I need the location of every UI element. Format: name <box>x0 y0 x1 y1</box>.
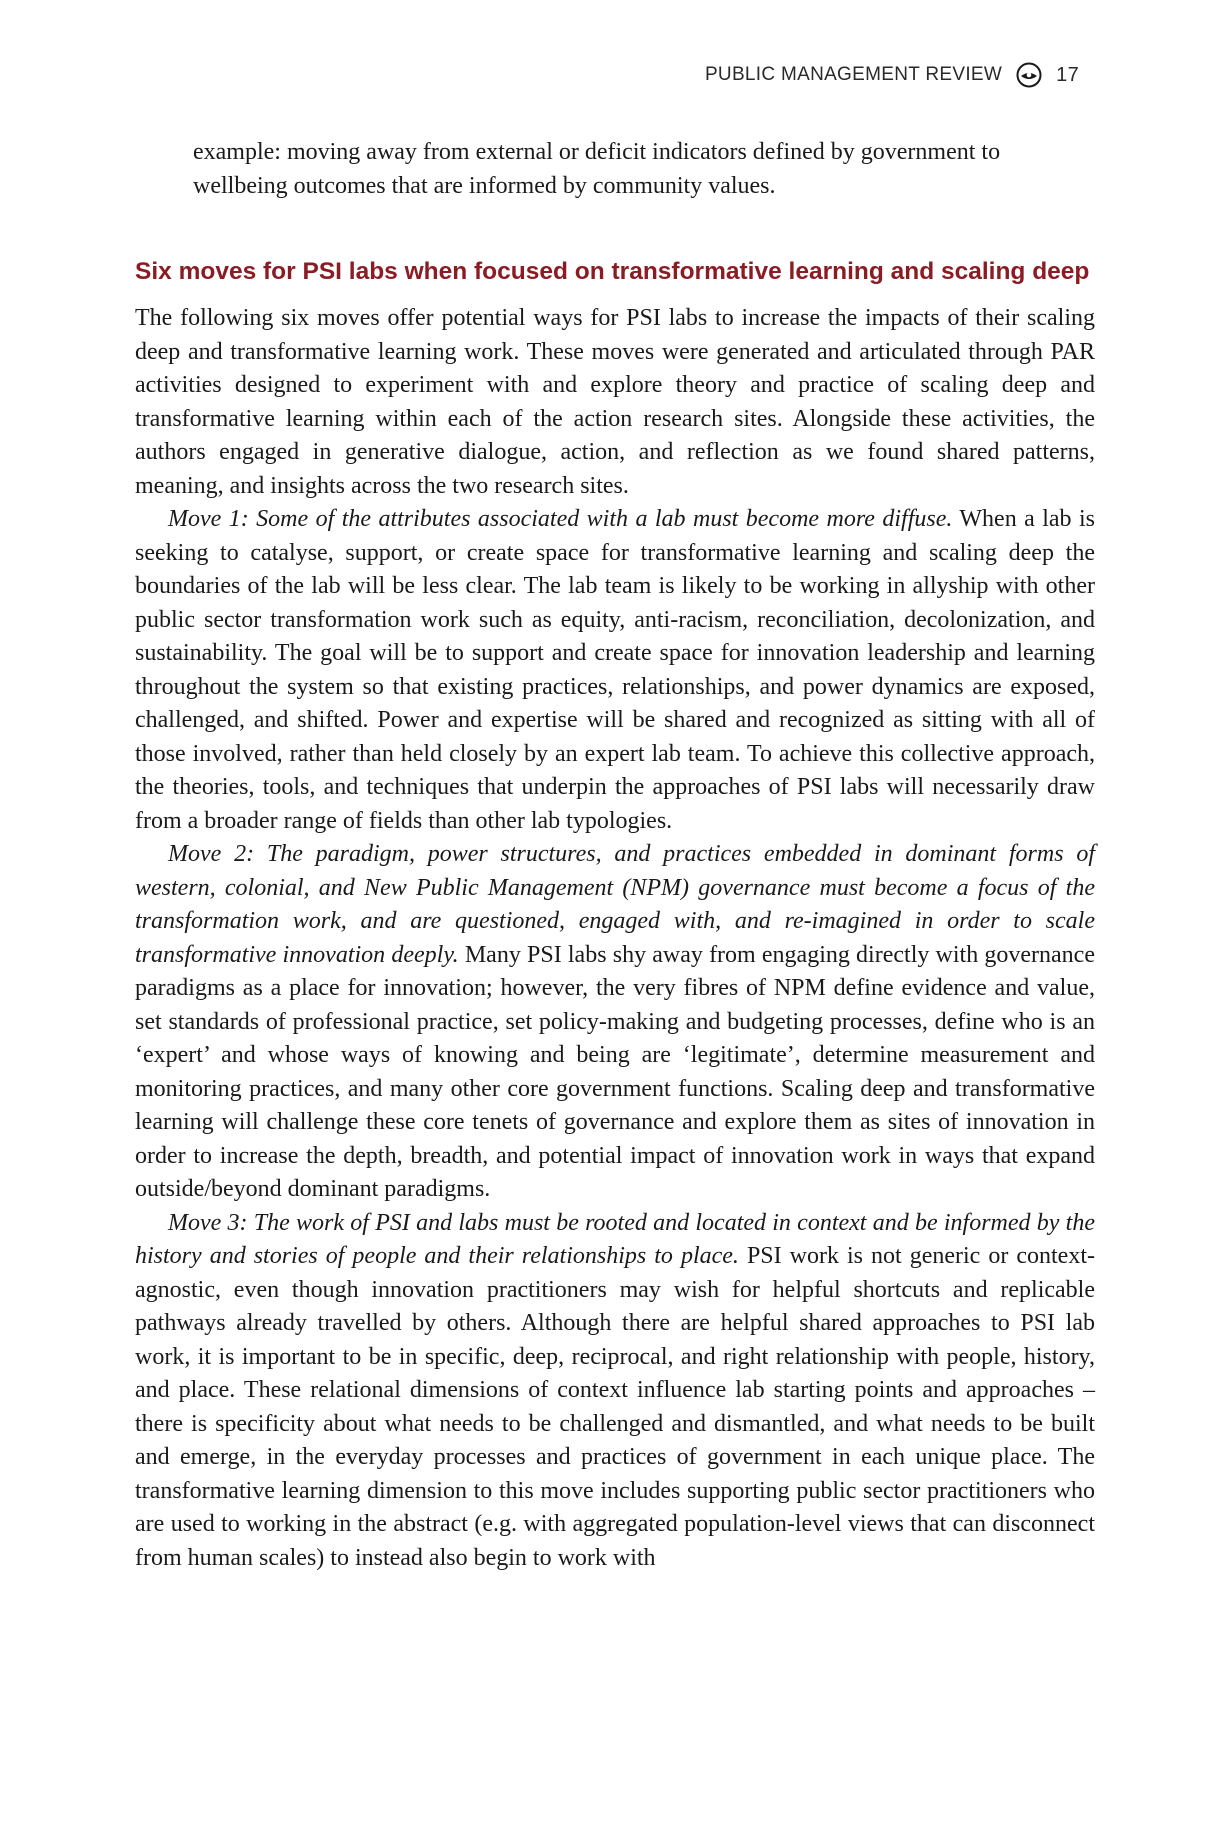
section-heading: Six moves for PSI labs when focused on transformative learning and scaling deep <box>135 258 1090 285</box>
journal-name: PUBLIC MANAGEMENT REVIEW <box>704 64 1003 85</box>
intro-paragraph: The following six moves offer potential ways for PSI labs to increase the impacts of their scaling deep and transformative learning work. These moves were generated and articulated through PAR activities designed to experiment with and explore theory and practice of scaling deep and transformative learning within each of the action research sites. Alongside these activities, the authors engaged in generative dialogue, action, and reflection as we found shared patterns, meaning, and insights across the two research sites. <box>135 305 1095 499</box>
move-1-paragraph <box>135 503 1095 838</box>
move-3-text: PSI work is not generic or context-agnostic, even though innovation practitioners may wish for helpful shortcuts and replicable pathways already travelled by others. Although there are helpful shared approaches to PSI lab work, it is important to be in specific, deep, reciprocal, and right relationship with people, history, and place. These relational dimensions of context influence lab starting points and approaches – there is specificity about what needs to be challenged and dismantled, and what needs to be built and emerge, in the everyday processes and practices of government in each unique place. The transformative learning dimension to this move includes supporting public sector practitioners who are used to working in the abstract (e.g. with aggregated population-level views that can disconnect from human scales) to instead also begin to work with <box>135 1243 1095 1571</box>
journal-logo-icon <box>1016 62 1042 88</box>
move-3-paragraph <box>135 1207 1095 1576</box>
move-3-title: Move 3: The work of PSI and labs must be rooted and located in context and be informed by the history and stories of people and their relationships to place. <box>135 1209 1095 1269</box>
running-header <box>705 62 1079 88</box>
move-2-text: Many PSI labs shy away from engaging directly with governance paradigms as a place for innovation; however, the very fibres of NPM define evidence and value, set standards of professional practice, set policy-making and budgeting processes, define who is an ‘expert’ and whose ways of knowing and being are ‘legitimate’, determine measurement and monitoring practices, and many other core government functions. Scaling deep and transformative learning will challenge these core tenets of governance and explore them as sites of innovation in order to increase the depth, breadth, and potential impact of innovation work in ways that expand outside/beyond dominant paradigms. <box>135 941 1095 1202</box>
move-1-title: Move 1: Some of the attributes associated with a lab must become more diffuse. <box>168 506 953 532</box>
move-1-text: When a lab is seeking to catalyse, support, or create space for transformative learning and scaling deep the boundaries of the lab will be less clear. The lab team is likely to be working in allyship with other public sector transformation work such as equity, anti-racism, reconciliation, decolonization, and sustainability. The goal will be to support and create space for innovation leadership and learning throughout the system so that existing practices, relationships, and power dynamics are exposed, challenged, and shifted. Power and expertise will be shared and recognized as sitting with all of those involved, rather than held closely by an expert lab team. To achieve this collective approach, the theories, tools, and techniques that underpin the approaches of PSI labs will necessarily draw from a broader range of fields than other lab typologies. <box>135 506 1096 834</box>
move-2-paragraph <box>135 838 1095 1207</box>
continued-list-item-text: example: moving away from external or deficit indicators defined by government to wellbeing outcomes that are informed by community values. <box>193 139 1001 199</box>
page-number: 17 <box>1056 63 1079 86</box>
move-2-title: Move 2: The paradigm, power structures, and practices embedded in dominant forms of western, colonial, and New Public Management (NPM) governance must become a focus of the transformation work, and are questioned, engaged with, and re-imagined in order to scale transformative innovation deeply. <box>135 841 1095 968</box>
article-body <box>135 136 1095 1575</box>
